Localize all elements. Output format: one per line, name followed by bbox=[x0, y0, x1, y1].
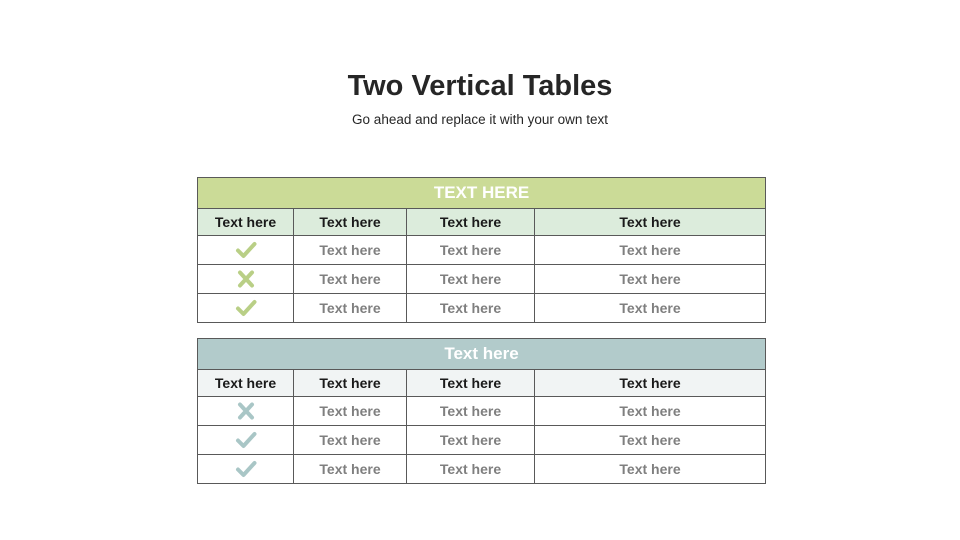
mark-cell bbox=[198, 294, 294, 323]
table-banner-row bbox=[198, 339, 766, 370]
column-header: Text here bbox=[198, 370, 294, 397]
check-icon bbox=[235, 241, 257, 259]
table-cell: Text here bbox=[535, 397, 766, 426]
table-cell: Text here bbox=[407, 426, 535, 455]
table-row bbox=[198, 294, 766, 323]
mark-cell bbox=[198, 265, 294, 294]
table-cell: Text here bbox=[535, 236, 766, 265]
table-cell: Text here bbox=[535, 265, 766, 294]
column-header: Text here bbox=[407, 370, 535, 397]
mark-cell bbox=[198, 397, 294, 426]
table-cell: Text here bbox=[294, 236, 407, 265]
table-cell: Text here bbox=[407, 236, 535, 265]
table-row bbox=[198, 455, 766, 484]
table-cell: Text here bbox=[407, 397, 535, 426]
column-header: Text here bbox=[535, 209, 766, 236]
table-cell: Text here bbox=[294, 265, 407, 294]
check-icon bbox=[235, 299, 257, 317]
table-cell: Text here bbox=[407, 294, 535, 323]
table-header-row bbox=[198, 209, 766, 236]
table-banner-row bbox=[198, 178, 766, 209]
mark-cell bbox=[198, 426, 294, 455]
table-2 bbox=[197, 338, 766, 484]
table-header-row bbox=[198, 370, 766, 397]
cross-icon bbox=[235, 402, 257, 420]
column-header: Text here bbox=[294, 209, 407, 236]
table-row bbox=[198, 426, 766, 455]
table-1 bbox=[197, 177, 766, 323]
mark-cell bbox=[198, 455, 294, 484]
table-cell: Text here bbox=[535, 294, 766, 323]
table-cell: Text here bbox=[294, 455, 407, 484]
column-header: Text here bbox=[535, 370, 766, 397]
column-header: Text here bbox=[198, 209, 294, 236]
page-title: Two Vertical Tables bbox=[347, 70, 613, 102]
column-header: Text here bbox=[294, 370, 407, 397]
mark-cell bbox=[198, 236, 294, 265]
table-cell: Text here bbox=[294, 426, 407, 455]
table-row bbox=[198, 236, 766, 265]
page-subtitle: Go ahead and replace it with your own text bbox=[352, 112, 608, 127]
table-banner: Text here bbox=[198, 339, 766, 370]
table-cell: Text here bbox=[294, 294, 407, 323]
table-row bbox=[198, 397, 766, 426]
table-cell: Text here bbox=[294, 397, 407, 426]
column-header: Text here bbox=[407, 209, 535, 236]
table-banner: TEXT HERE bbox=[198, 178, 766, 209]
table-cell: Text here bbox=[535, 426, 766, 455]
check-icon bbox=[235, 431, 257, 449]
cross-icon bbox=[235, 270, 257, 288]
check-icon bbox=[235, 460, 257, 478]
table-cell: Text here bbox=[407, 265, 535, 294]
table-cell: Text here bbox=[535, 455, 766, 484]
table-cell: Text here bbox=[407, 455, 535, 484]
table-row bbox=[198, 265, 766, 294]
